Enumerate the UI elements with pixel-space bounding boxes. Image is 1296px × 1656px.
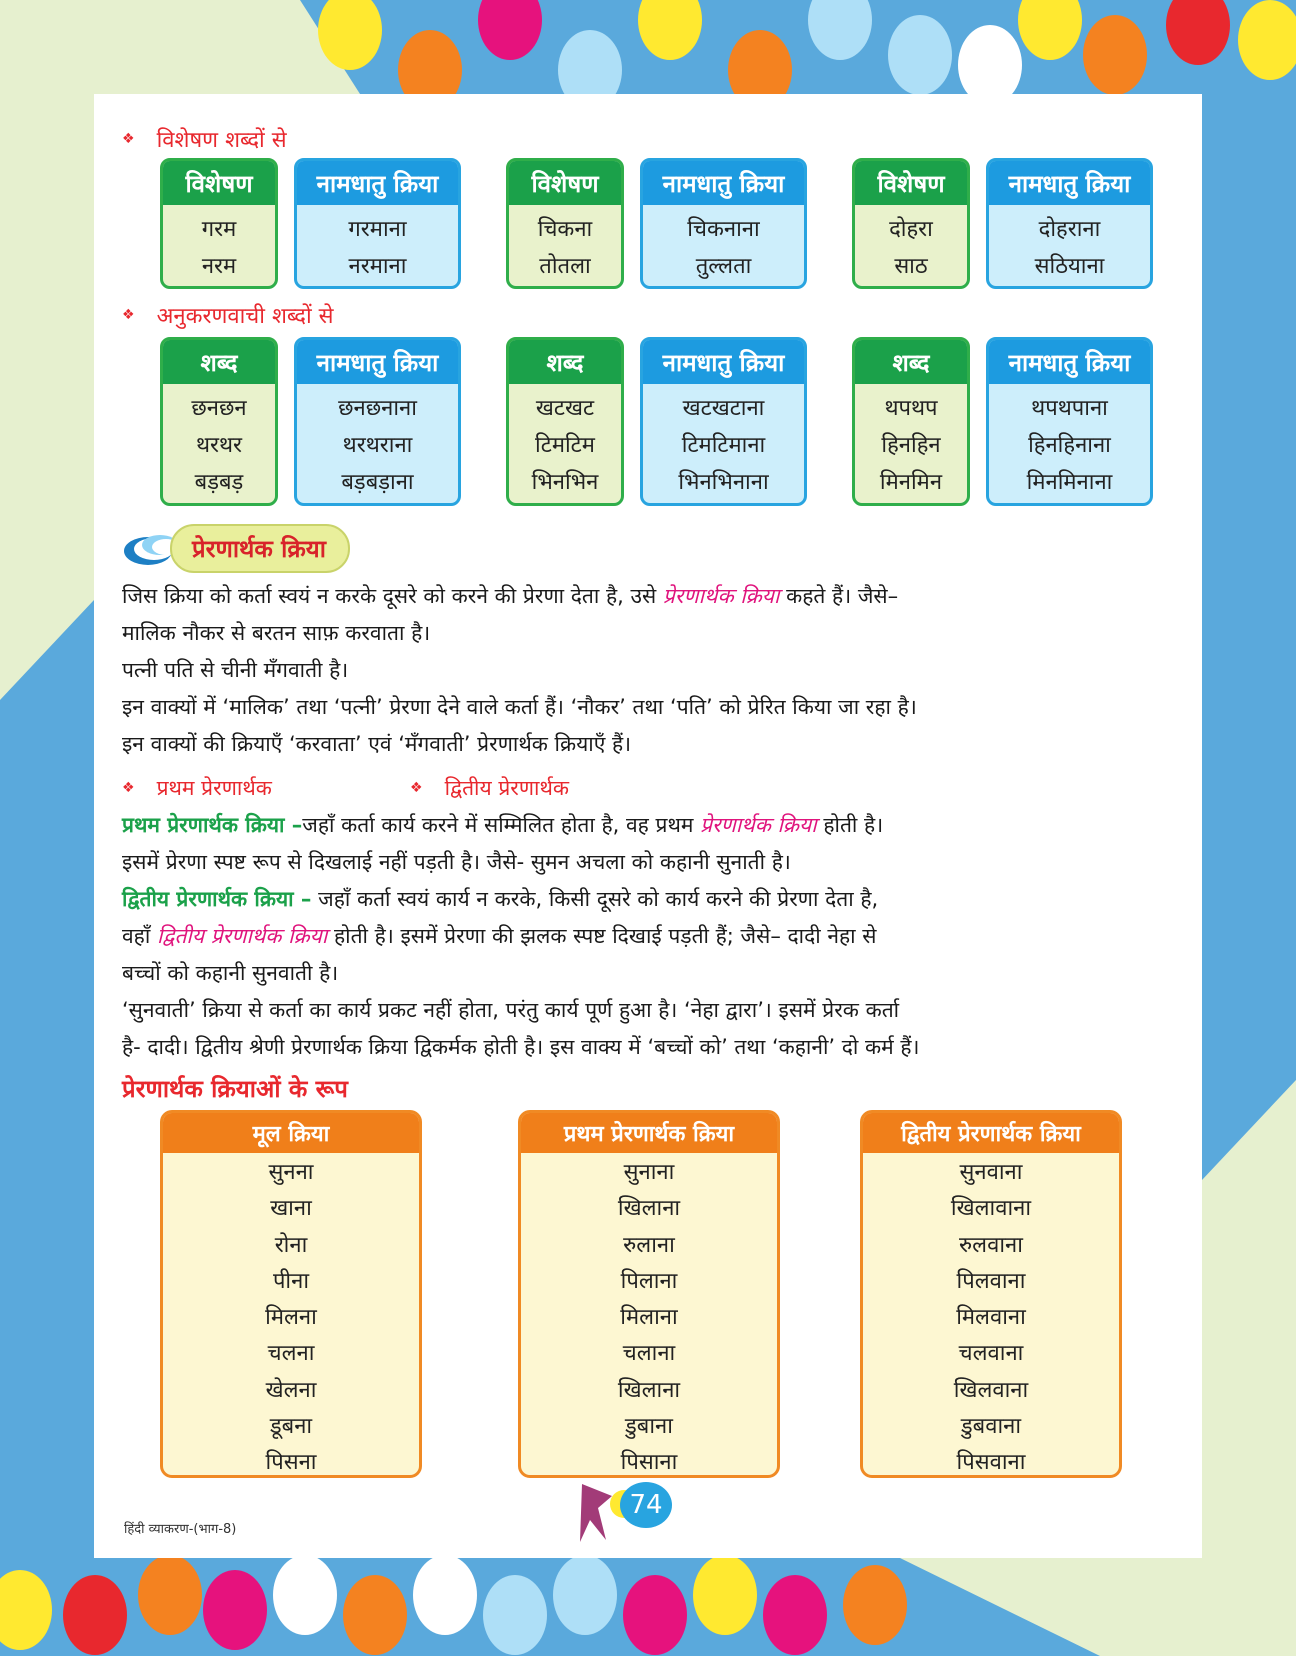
verb-table-4 xyxy=(294,337,461,506)
table-header: नामधातु क्रिया xyxy=(643,340,804,384)
adjective-table-2 xyxy=(506,158,624,289)
definition-paragraph xyxy=(122,578,1174,763)
adjective-table-3 xyxy=(852,158,970,289)
table-cell: सुनाना xyxy=(623,1160,675,1185)
text-line: इसमें प्रेरणा स्पष्ट रूप से दिखलाई नहीं पड़ती है। जैसे- सुमन अचला को कहानी सुनाती है। xyxy=(122,850,791,874)
table-cell: दोहराना xyxy=(1038,217,1101,242)
table-cell: भिनभिनाना xyxy=(678,470,769,495)
type-label: द्वितीय प्रेरणार्थक xyxy=(444,776,570,800)
diamond-bullet-icon: ❖ xyxy=(122,780,135,796)
table-cell: खटखट xyxy=(535,396,595,421)
type-bullet-first xyxy=(122,774,272,802)
table-cell: टिमटिम xyxy=(535,433,595,458)
table-cell: तुल्लता xyxy=(695,254,752,279)
type-label: प्रथम प्रेरणार्थक xyxy=(156,776,272,800)
highlighted-term: द्वितीय प्रेरणार्थक क्रिया xyxy=(156,924,328,948)
term-label: प्रथम प्रेरणार्थक क्रिया – xyxy=(122,813,303,837)
table-cell: मिनमिनाना xyxy=(1026,470,1113,495)
table-cell: पीना xyxy=(272,1268,310,1294)
section-heading-onomatopoeic xyxy=(122,300,334,330)
verb-table-3 xyxy=(986,158,1153,289)
text: जहाँ कर्ता स्वयं कार्य न करके, किसी दूसरे को कार्य करने की प्रेरणा देता है, xyxy=(311,887,879,911)
section-title: विशेषण शब्दों से xyxy=(156,128,287,153)
table-header: शब्द xyxy=(855,340,967,384)
highlighted-term: प्रेरणार्थक क्रिया xyxy=(662,584,780,608)
table-cell: पिसवाना xyxy=(956,1450,1026,1476)
table-cell: भिनभिन xyxy=(531,470,599,495)
root-verb-table xyxy=(160,1110,422,1478)
example-line: पत्नी पति से चीनी मँगवाती है। xyxy=(122,658,349,682)
diamond-bullet-icon: ❖ xyxy=(122,307,135,323)
table-cell: छनछन xyxy=(191,396,247,421)
table-header: विशेषण xyxy=(855,161,967,205)
table-cell: सठियाना xyxy=(1034,254,1105,279)
table-cell: डुबवाना xyxy=(960,1414,1022,1440)
table-cell: थरथराना xyxy=(342,433,413,458)
table-cell: खेलना xyxy=(265,1377,317,1403)
table-cell: छनछनाना xyxy=(338,396,417,421)
diamond-bullet-icon: ❖ xyxy=(122,131,135,147)
table-cell: मिलाना xyxy=(620,1305,678,1331)
text-line: बच्चों को कहानी सुनवाती है। xyxy=(122,961,339,985)
table-cell: हिनहिन xyxy=(881,433,941,458)
table-cell: गरम xyxy=(201,217,237,242)
table-cell: बड़बड़ xyxy=(194,470,244,495)
table-cell: सुनवाना xyxy=(959,1160,1023,1185)
section-title: प्रेरणार्थक क्रिया xyxy=(170,524,350,573)
table-header: विशेषण xyxy=(509,161,621,205)
verb-table-6 xyxy=(986,337,1153,506)
text: वहाँ xyxy=(122,924,157,948)
text-line: ‘सुनवाती’ क्रिया से कर्ता का कार्य प्रकट नहीं होता, परंतु कार्य पूर्ण हुआ है। ‘नेहा द्वारा’। इसमें प्रेरक कर्ता xyxy=(122,998,900,1022)
table-header: शब्द xyxy=(509,340,621,384)
word-table-1 xyxy=(160,337,278,506)
table-cell: हिनहिनाना xyxy=(1028,433,1111,458)
diamond-bullet-icon: ❖ xyxy=(410,780,423,796)
table-header: नामधातु क्रिया xyxy=(297,340,458,384)
table-header: मूल क्रिया xyxy=(163,1113,419,1153)
table-header: विशेषण xyxy=(163,161,275,205)
table-cell: चलाना xyxy=(622,1341,676,1367)
section-badge xyxy=(122,524,350,573)
table-cell: दोहरा xyxy=(889,217,933,242)
table-cell: खिलाना xyxy=(617,1196,681,1222)
table-cell: खाना xyxy=(270,1196,312,1222)
table-cell: खिलावाना xyxy=(950,1196,1032,1222)
table-cell: साठ xyxy=(894,254,928,279)
table-cell: टिमटिमाना xyxy=(681,433,766,458)
table-header: नामधातु क्रिया xyxy=(297,161,458,205)
table-cell: बड़बड़ाना xyxy=(341,470,414,495)
book-title: हिंदी व्याकरण-(भाग-8) xyxy=(124,1522,237,1537)
table-cell: थपथप xyxy=(884,396,938,421)
word-table-3 xyxy=(852,337,970,506)
table-header: द्वितीय प्रेरणार्थक क्रिया xyxy=(863,1113,1119,1153)
table-cell: रुलाना xyxy=(623,1232,675,1258)
table-cell: चिकनाना xyxy=(687,217,760,242)
table-cell: नरम xyxy=(201,254,237,279)
table-cell: नरमाना xyxy=(348,254,407,279)
verb-table-2 xyxy=(640,158,807,289)
table-cell: रोना xyxy=(274,1232,308,1258)
text: कहते हैं। जैसे– xyxy=(779,584,899,608)
table-cell: पिसना xyxy=(265,1450,317,1476)
text: जहाँ कर्ता कार्य करने में सम्मिलित होता है, वह प्रथम xyxy=(302,813,701,837)
table-cell: मिनमिन xyxy=(879,470,943,495)
table-cell: डूबना xyxy=(269,1414,313,1440)
page-number: 74 xyxy=(620,1482,672,1528)
table-cell: गरमाना xyxy=(348,217,407,242)
table-cell: पिलवाना xyxy=(956,1268,1026,1294)
table-cell: रुलवाना xyxy=(959,1232,1023,1258)
table-cell: खटखटाना xyxy=(682,396,765,421)
verb-table-1 xyxy=(294,158,461,289)
text-line: इन वाक्यों में ‘मालिक’ तथा ‘पत्नी’ प्रेरणा देने वाले कर्ता हैं। ‘नौकर’ तथा ‘पति’ को प्रेरित किया जा रहा है। xyxy=(122,695,917,719)
table-cell: पिलाना xyxy=(620,1268,678,1294)
text-line: इन वाक्यों की क्रियाएँ ‘करवाता’ एवं ‘मँगवाती’ प्रेरणार्थक क्रियाएँ हैं। xyxy=(122,732,632,756)
table-header: शब्द xyxy=(163,340,275,384)
table-header: प्रथम प्रेरणार्थक क्रिया xyxy=(521,1113,777,1153)
table-cell: थपथपाना xyxy=(1031,396,1108,421)
text-line: है- दादी। द्वितीय श्रेणी प्रेरणार्थक क्रिया द्विकर्मक होती है। इस वाक्य में ‘बच्चों को’ तथा ‘कहानी’ दो कर्म हैं। xyxy=(122,1035,920,1059)
types-paragraph xyxy=(122,807,1174,1066)
word-table-2 xyxy=(506,337,624,506)
example-line: मालिक नौकर से बरतन साफ़ करवाता है। xyxy=(122,621,431,645)
text: होती है। इसमें प्रेरणा की झलक स्पष्ट दिखाई पड़ती हैं; जैसे– दादी नेहा से xyxy=(327,924,877,948)
type-bullet-second xyxy=(410,774,569,802)
table-cell: पिसाना xyxy=(620,1450,678,1476)
term-label: द्वितीय प्रेरणार्थक क्रिया – xyxy=(122,887,312,911)
highlighted-term: प्रेरणार्थक क्रिया xyxy=(700,813,817,837)
verb-table-5 xyxy=(640,337,807,506)
table-cell: चलवाना xyxy=(958,1341,1024,1367)
table-cell: थरथर xyxy=(195,433,243,458)
section-heading-adjective xyxy=(122,124,287,154)
forms-heading: प्रेरणार्थक क्रियाओं के रूप xyxy=(122,1075,348,1103)
table-cell: मिलवाना xyxy=(956,1305,1026,1331)
table-cell: सुनना xyxy=(268,1160,314,1185)
table-cell: तोतला xyxy=(539,254,591,279)
text: होती है। xyxy=(816,813,884,837)
table-header: नामधातु क्रिया xyxy=(643,161,804,205)
table-header: नामधातु क्रिया xyxy=(989,340,1150,384)
table-cell: खिलाना xyxy=(617,1377,681,1403)
second-causative-table xyxy=(860,1110,1122,1478)
table-cell: खिलवाना xyxy=(953,1377,1029,1403)
table-cell: चलना xyxy=(267,1341,315,1367)
table-header: नामधातु क्रिया xyxy=(989,161,1150,205)
text: जिस क्रिया को कर्ता स्वयं न करके दूसरे को करने की प्रेरणा देता है, उसे xyxy=(122,584,663,608)
table-cell: चिकना xyxy=(537,217,593,242)
table-cell: मिलना xyxy=(265,1305,317,1331)
adjective-table-1 xyxy=(160,158,278,289)
first-causative-table xyxy=(518,1110,780,1478)
table-cell: डुबाना xyxy=(625,1414,673,1440)
section-title: अनुकरणवाची शब्दों से xyxy=(156,304,334,329)
